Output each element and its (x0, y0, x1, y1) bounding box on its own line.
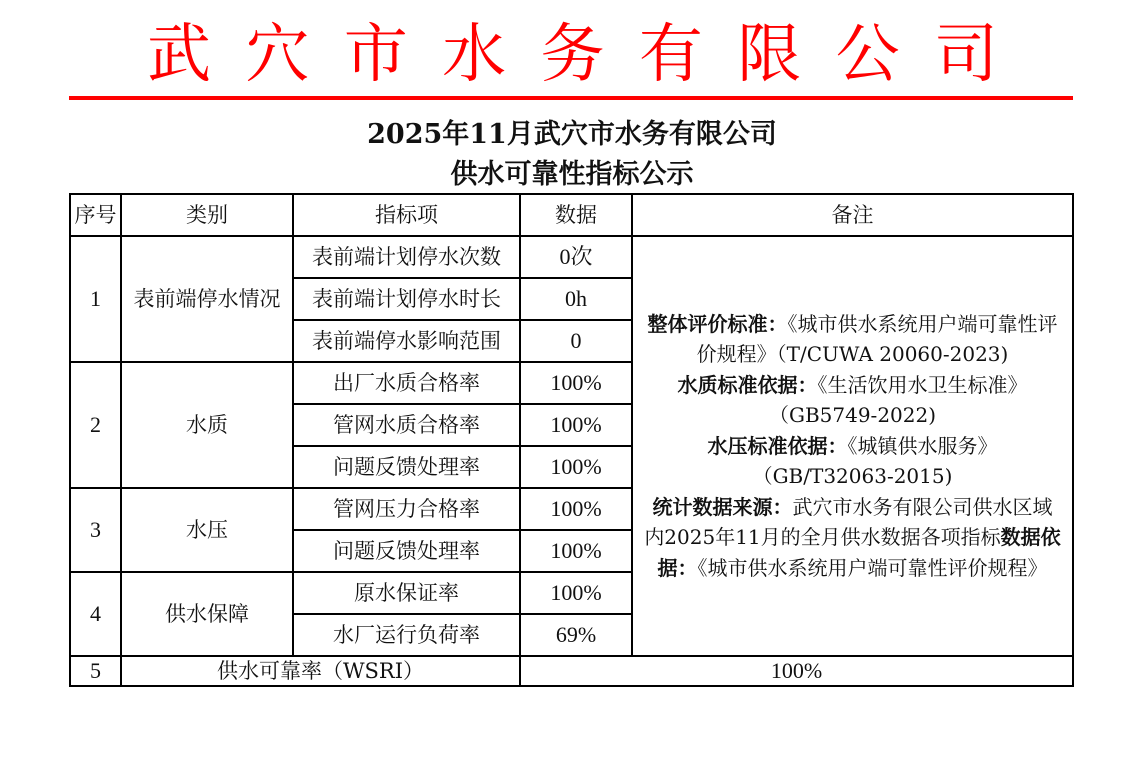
letterhead-char: 务 (540, 18, 605, 92)
summary-value: 100% (520, 656, 1073, 686)
indicator-value: 100% (520, 530, 632, 572)
row-category: 水压 (121, 488, 293, 572)
letterhead-char: 有 (638, 18, 703, 92)
notes-overall-label: 整体评价标准： (647, 311, 788, 336)
header-category: 类别 (121, 194, 293, 236)
header-indicator: 指标项 (293, 194, 520, 236)
notes-pressure (643, 431, 1062, 492)
row-category: 水质 (121, 362, 293, 488)
indicator-name: 问题反馈处理率 (293, 446, 520, 488)
notes-pressure-label: 水压标准依据： (707, 433, 848, 458)
header-notes: 备注 (632, 194, 1073, 236)
indicator-name: 管网压力合格率 (293, 488, 520, 530)
letterhead-char: 限 (737, 18, 802, 92)
notes-source-text: 武穴市水务有限公司供水区域内2025年11月的全月供水数据各项指标 (644, 494, 1053, 550)
notes-quality-label: 水质标准依据： (677, 372, 818, 397)
row-no: 3 (70, 488, 121, 572)
indicator-value: 0 (520, 320, 632, 362)
row-category: 表前端停水情况 (121, 236, 293, 362)
notes-source-label: 统计数据来源： (652, 494, 793, 519)
indicator-name: 水厂运行负荷率 (293, 614, 520, 656)
table-header-row (70, 194, 1073, 236)
indicator-name: 出厂水质合格率 (293, 362, 520, 404)
letterhead-char: 穴 (245, 18, 310, 92)
indicator-name: 管网水质合格率 (293, 404, 520, 446)
indicator-name: 原水保证率 (293, 572, 520, 614)
row-category: 供水保障 (121, 572, 293, 656)
notes-overall-text: 《城市供水系统用户端可靠性评价规程》（T/CUWA 20060-2023) (696, 311, 1058, 367)
indicator-value: 0h (520, 278, 632, 320)
letterhead-char: 市 (343, 18, 408, 92)
indicator-value: 100% (520, 446, 632, 488)
notes-overall (643, 309, 1062, 370)
page-subtitle: 供水可靠性指标公示 (450, 159, 694, 190)
indicator-name: 表前端计划停水次数 (293, 236, 520, 278)
summary-row (70, 656, 1073, 686)
header-data: 数据 (520, 194, 632, 236)
indicator-value: 0次 (520, 236, 632, 278)
notes-source (643, 492, 1062, 584)
row-no: 2 (70, 362, 121, 488)
table-row (70, 236, 1073, 278)
notes-cell (632, 236, 1073, 656)
letterhead-divider (69, 96, 1073, 100)
page-title: 2025年11月武穴市水务有限公司 (367, 119, 777, 150)
summary-label: 供水可靠率（WSRI） (121, 656, 520, 686)
notes-basis-text: 《城市供水系统用户端可靠性评价规程》 (697, 555, 1048, 580)
indicator-value: 100% (520, 404, 632, 446)
letterhead-char: 司 (934, 18, 998, 92)
company-letterhead (69, 18, 1073, 92)
row-no: 1 (70, 236, 121, 362)
notes-basis-label: 数据依据： (657, 525, 1061, 580)
header-no: 序号 (70, 194, 121, 236)
notes-pressure-text: 《城镇供水服务》（GB/T32063-2015) (752, 433, 998, 489)
letterhead-char: 武 (147, 18, 211, 92)
notes-quality (643, 370, 1062, 431)
indicator-name: 表前端计划停水时长 (293, 278, 520, 320)
indicator-value: 100% (520, 488, 632, 530)
indicator-value: 100% (520, 572, 632, 614)
letterhead-char: 公 (835, 18, 900, 92)
indicator-value: 69% (520, 614, 632, 656)
notes-quality-text: 《生活饮用水卫生标准》（GB5749-2022) (768, 372, 1028, 428)
indicator-name: 问题反馈处理率 (293, 530, 520, 572)
row-no: 4 (70, 572, 121, 656)
indicator-value: 100% (520, 362, 632, 404)
summary-no: 5 (70, 656, 121, 686)
letterhead-char: 水 (442, 18, 507, 92)
reliability-indicator-table (69, 193, 1074, 687)
indicator-name: 表前端停水影响范围 (293, 320, 520, 362)
